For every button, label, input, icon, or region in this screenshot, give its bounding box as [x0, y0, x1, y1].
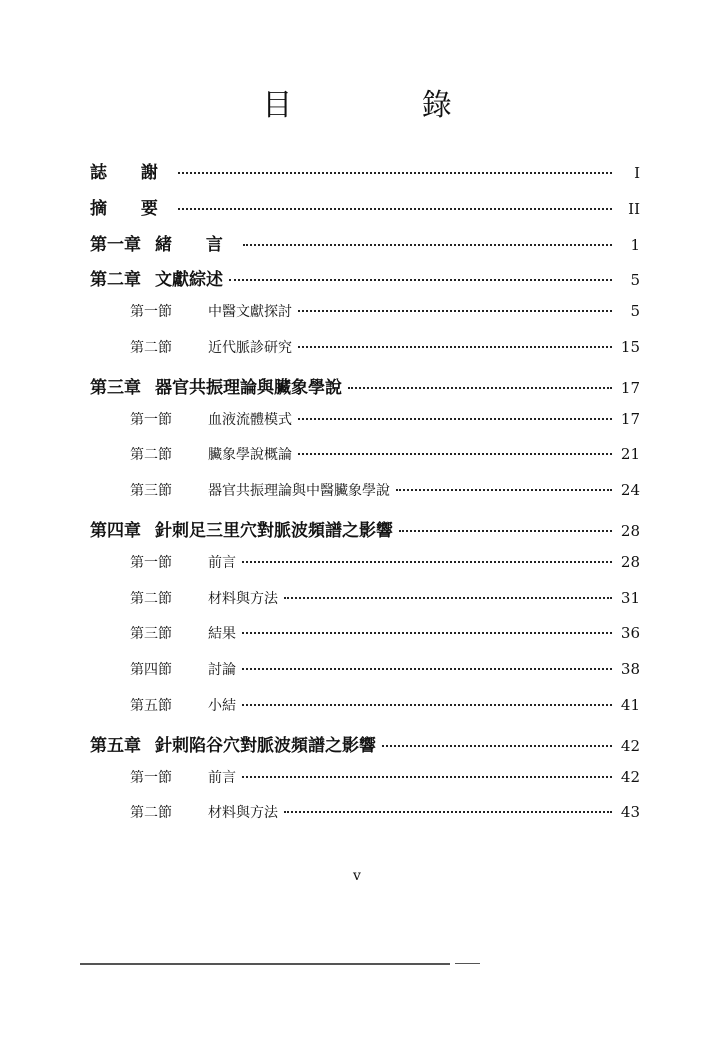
dot-leader — [298, 418, 612, 420]
toc-title: 器官共振理論與臟象學說 — [155, 377, 342, 398]
toc-number: 第二節 — [130, 339, 172, 356]
dot-leader — [396, 489, 612, 491]
toc-number: 第二節 — [130, 447, 172, 464]
toc-label — [130, 802, 278, 822]
toc-number: 第四節 — [130, 662, 172, 679]
toc-title: 摘 要 — [90, 198, 172, 219]
toc-title: 中醫文獻探討 — [208, 304, 292, 321]
toc-number: 第三節 — [130, 626, 172, 643]
toc-label — [130, 588, 278, 608]
toc-number: 第五章 — [90, 735, 141, 756]
toc-page-number: 5 — [630, 302, 640, 321]
dot-leader — [284, 811, 612, 813]
toc-label — [130, 695, 236, 715]
toc-page-number: 24 — [620, 481, 640, 500]
toc-section-row[interactable] — [90, 802, 640, 838]
toc-page-number: 43 — [620, 803, 640, 822]
toc-number: 第一節 — [130, 554, 172, 571]
toc-label — [90, 194, 172, 219]
toc-page-number: 42 — [620, 767, 640, 786]
toc-label — [130, 659, 236, 679]
dot-leader — [242, 561, 612, 563]
dot-leader — [242, 776, 612, 778]
toc-label — [130, 337, 292, 357]
dot-leader — [298, 453, 612, 455]
toc-chapter-row[interactable] — [90, 373, 640, 409]
toc-number: 第三節 — [130, 483, 172, 500]
dot-leader — [229, 279, 612, 281]
toc-number: 第四章 — [90, 520, 141, 541]
toc-section-row[interactable] — [90, 695, 640, 731]
toc-label — [130, 444, 292, 464]
table-of-contents — [90, 158, 640, 838]
toc-section-row[interactable] — [90, 301, 640, 337]
toc-chapter-row[interactable] — [90, 230, 640, 266]
toc-title: 血液流體模式 — [208, 411, 292, 428]
toc-section-row[interactable] — [90, 588, 640, 624]
toc-label — [90, 516, 393, 541]
toc-label — [130, 623, 236, 643]
toc-title: 小結 — [208, 697, 236, 714]
toc-number: 第五節 — [130, 697, 172, 714]
toc-section-row[interactable] — [90, 444, 640, 480]
page-number: v — [353, 868, 361, 884]
toc-title: 前言 — [208, 769, 236, 786]
toc-number: 第一節 — [130, 304, 172, 321]
dot-leader — [298, 310, 612, 312]
toc-title: 討論 — [208, 662, 236, 679]
toc-section-row[interactable] — [90, 623, 640, 659]
toc-chapter-row[interactable] — [90, 194, 640, 230]
toc-number: 第二節 — [130, 590, 172, 607]
toc-title: 材料與方法 — [208, 805, 278, 822]
toc-chapter-row[interactable] — [90, 516, 640, 552]
bottom-rule — [80, 963, 450, 965]
toc-section-row[interactable] — [90, 480, 640, 516]
toc-label — [130, 767, 236, 787]
toc-section-row[interactable] — [90, 337, 640, 373]
toc-page-number: II — [628, 199, 640, 218]
toc-page-number: 28 — [620, 521, 640, 540]
toc-title: 針刺足三里穴對脈波頻譜之影響 — [155, 520, 393, 541]
toc-title: 誌 謝 — [90, 163, 172, 183]
toc-page-number: 5 — [630, 271, 640, 290]
dot-leader — [242, 704, 612, 706]
dot-leader — [298, 346, 612, 348]
toc-page-number: 1 — [630, 235, 640, 254]
toc-section-row[interactable] — [90, 552, 640, 588]
toc-page-number: 42 — [620, 736, 640, 755]
dot-leader — [382, 745, 612, 747]
dot-leader — [284, 597, 612, 599]
toc-page-number: 17 — [620, 378, 640, 397]
toc-chapter-row[interactable] — [90, 265, 640, 301]
toc-label — [90, 265, 223, 290]
toc-page-number: I — [634, 164, 640, 182]
toc-title: 臟象學說概論 — [208, 447, 292, 464]
toc-label — [90, 158, 172, 183]
toc-label — [130, 409, 292, 429]
toc-page-number: 15 — [620, 337, 640, 356]
dot-leader — [243, 244, 612, 246]
bottom-rule-short — [455, 963, 480, 964]
toc-number: 第二節 — [130, 805, 172, 822]
toc-number: 第一章 — [90, 234, 141, 255]
toc-title: 器官共振理論與中醫臟象學說 — [208, 483, 390, 500]
toc-number: 第一節 — [130, 411, 172, 428]
toc-section-row[interactable] — [90, 659, 640, 695]
toc-page-number: 21 — [620, 445, 640, 464]
toc-title: 結果 — [208, 626, 236, 643]
toc-number: 第三章 — [90, 377, 141, 398]
toc-page-number: 31 — [620, 588, 640, 607]
toc-number: 第二章 — [90, 270, 141, 291]
toc-title: 材料與方法 — [208, 590, 278, 607]
dot-leader — [399, 530, 612, 532]
toc-label — [90, 373, 342, 398]
dot-leader — [242, 668, 612, 670]
page-title: 目 錄 — [262, 88, 512, 123]
toc-section-row[interactable] — [90, 409, 640, 445]
dot-leader — [178, 208, 612, 210]
toc-page-number: 17 — [620, 409, 640, 428]
toc-chapter-row[interactable] — [90, 731, 640, 767]
toc-number: 第一節 — [130, 769, 172, 786]
toc-page-number: 38 — [620, 660, 640, 679]
toc-label — [130, 552, 236, 572]
toc-page-number: 36 — [620, 624, 640, 643]
toc-label — [130, 301, 292, 321]
toc-label — [90, 731, 376, 756]
toc-title: 針刺陷谷穴對脈波頻譜之影響 — [155, 735, 376, 756]
toc-title: 近代脈診研究 — [208, 339, 292, 356]
toc-page-number: 28 — [620, 552, 640, 571]
toc-label — [90, 230, 237, 255]
dot-leader — [348, 387, 612, 389]
toc-label — [130, 480, 390, 500]
toc-section-row[interactable] — [90, 767, 640, 803]
toc-chapter-row[interactable] — [90, 158, 640, 194]
toc-title: 前言 — [208, 554, 236, 571]
toc-title: 文獻綜述 — [155, 270, 223, 291]
toc-page-number: 41 — [620, 695, 640, 714]
dot-leader — [242, 632, 612, 634]
dot-leader — [178, 172, 612, 174]
toc-title: 緒 言 — [155, 234, 237, 255]
